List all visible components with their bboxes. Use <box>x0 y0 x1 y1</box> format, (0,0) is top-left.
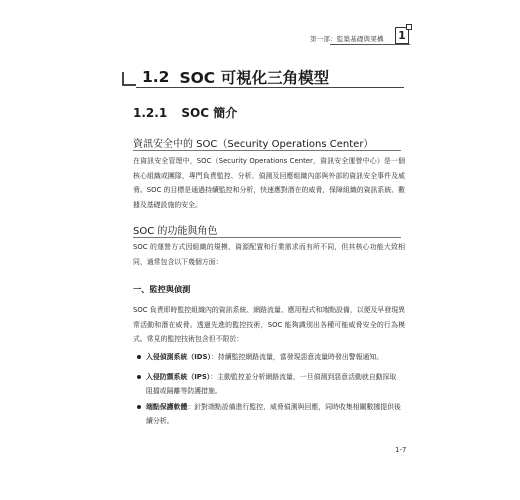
chapter-number-box <box>395 27 409 44</box>
bullet-term: 端點保護軟體 <box>146 403 188 411</box>
topic-divider <box>133 150 401 151</box>
bookmark-tab-icon <box>406 24 412 30</box>
section-divider <box>136 87 404 88</box>
paragraph-soc-functions: SOC 的運營方式因組織的規模、資源配置和行業需求而有所不同，但其核心功能大致相同，通常包含以下幾個方面： <box>133 243 405 266</box>
section-title <box>122 66 329 88</box>
bullet-item-ips <box>137 370 403 398</box>
bullet-text: ：針對端點設備進行監控、威脅偵測與回應，同時收集相關數據提供後續分析。 <box>146 403 401 426</box>
topic-heading-soc-in-security: 資訊安全中的 SOC（Security Operations Center） <box>133 139 374 150</box>
section-title-text: SOC 可視化三角模型 <box>179 69 330 87</box>
subsection-number: 1.2.1 <box>133 106 168 120</box>
subheading-monitoring: 一、監控與偵測 <box>133 284 191 294</box>
bullet-text: ：持續監控網路流量，當發現惡意流量時發出警報通知。 <box>210 353 384 361</box>
topic-divider <box>133 237 401 238</box>
running-header: 第一部：監築基礎與架構 <box>310 35 384 43</box>
bullet-term: 入侵防禦系統（IPS） <box>146 373 211 381</box>
header-divider <box>330 44 410 45</box>
paragraph-soc-intro: 在資訊安全管理中，SOC（Security Operations Center，資訊安全運營中心）是一個核心組織或團隊，專門負責監控、分析、偵測及回應組織內部與外部的資訊安全事件及威脅。SOC 的目標是通過持續監控和分析，快速應對潛在的威脅，保障組織的資訊系統、數據及基礎設施的安全。 <box>133 157 405 209</box>
page-number: 1-7 <box>395 446 407 454</box>
paragraph-monitoring: SOC 負責即時監控組織內的資訊系統、網路流量、應用程式和端點設備，以便及早發現異常活動和潛在威脅。透過先進的監控技術，SOC 能夠識別出各種可能威脅安全的行為模式。常見的監控技術包含但不限於： <box>133 306 405 344</box>
topic-heading-soc-functions: SOC 的功能與角色 <box>133 226 218 237</box>
subsection-title <box>133 104 237 121</box>
bullet-text: ：主動監控並分析網路流量，一旦偵測到惡意活動就自動採取阻擋或隔離等防護措施。 <box>146 373 397 396</box>
section-number: 1.2 <box>142 68 170 86</box>
bullet-dot-icon <box>137 355 141 359</box>
corner-bracket-icon <box>122 72 136 86</box>
bullet-term: 入侵偵測系統（IDS） <box>146 353 211 361</box>
chapter-number: 1 <box>398 29 406 42</box>
bullet-dot-icon <box>137 375 141 379</box>
bullet-item-endpoint <box>137 400 403 428</box>
subsection-title-text: SOC 簡介 <box>181 106 238 120</box>
bullet-item-ids <box>137 350 403 364</box>
bullet-dot-icon <box>137 405 141 409</box>
